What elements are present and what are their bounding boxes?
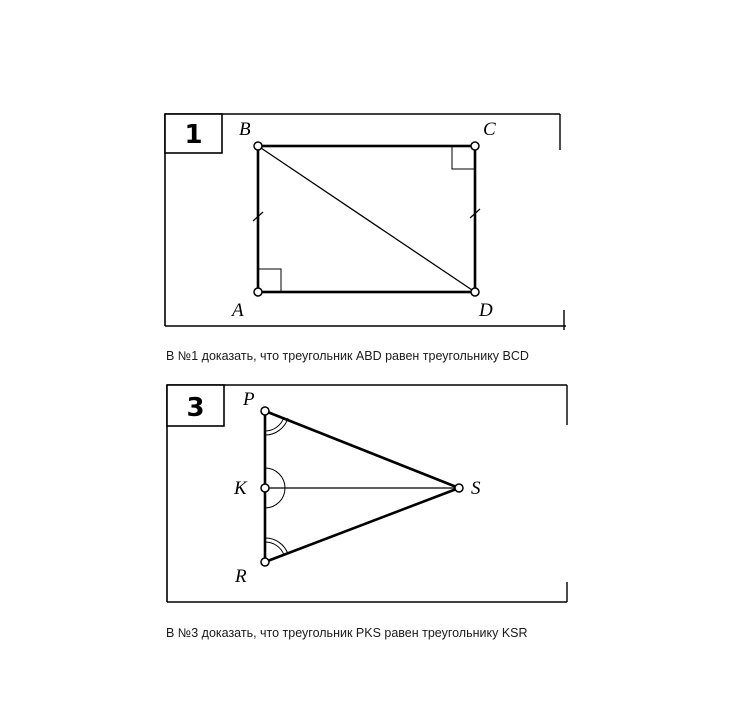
label-d: D	[479, 300, 493, 321]
vertex-c	[471, 142, 479, 150]
label-a: A	[232, 300, 244, 321]
vertex-d	[471, 288, 479, 296]
problem-1-caption: В №1 доказать, что треугольник ABD равен треугольнику BCD	[166, 349, 529, 363]
problem-number: 3	[186, 393, 205, 423]
label-s: S	[471, 478, 481, 499]
vertex-k	[261, 484, 269, 492]
right-angle-c	[452, 146, 475, 169]
label-b: B	[239, 119, 251, 140]
problem-number: 1	[184, 120, 203, 150]
label-p: P	[243, 389, 255, 410]
right-angle-a	[258, 269, 281, 292]
vertex-r	[261, 558, 269, 566]
label-r: R	[235, 566, 247, 587]
triangle-prs	[265, 411, 459, 562]
label-c: C	[483, 119, 496, 140]
label-k: K	[234, 478, 247, 499]
vertex-a	[254, 288, 262, 296]
problem-3-caption: В №3 доказать, что треугольник PKS равен треугольнику KSR	[166, 626, 528, 640]
problem-1-figure	[165, 114, 566, 330]
vertex-b	[254, 142, 262, 150]
diagonal-bd	[258, 146, 475, 292]
vertex-s	[455, 484, 463, 492]
vertex-p	[261, 407, 269, 415]
problem-3-figure	[167, 385, 567, 602]
angle-arc-p-2	[265, 418, 288, 435]
